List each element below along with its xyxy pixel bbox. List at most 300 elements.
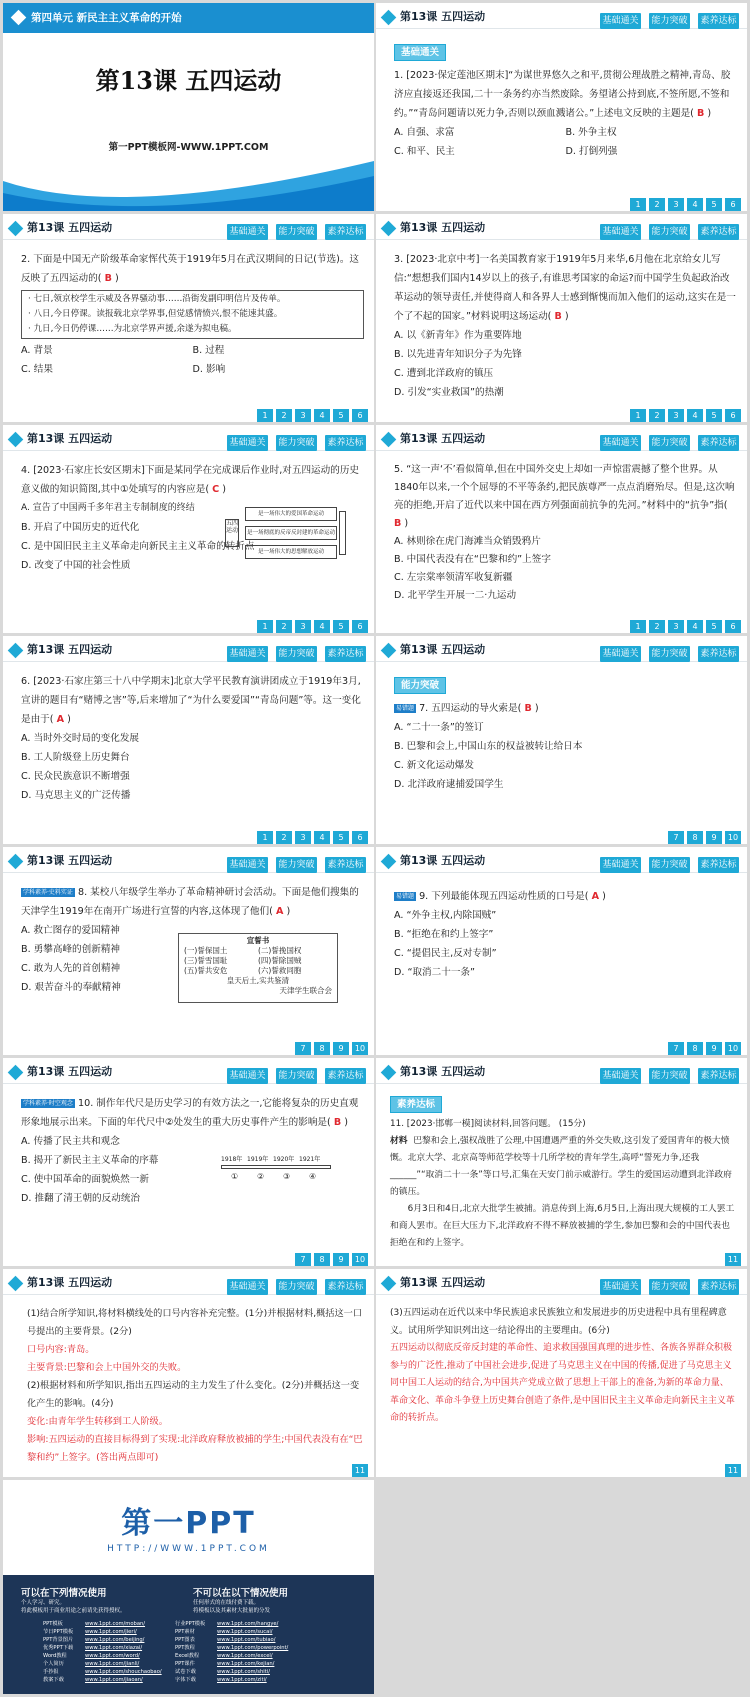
slide-header: [376, 1269, 747, 1295]
ad-link-label: 行业PPT模板: [175, 1621, 206, 1627]
page-link[interactable]: 5: [706, 409, 722, 422]
page-link[interactable]: 4: [314, 409, 330, 422]
tab-literacy[interactable]: 素养达标: [698, 435, 739, 451]
ad-link-label: Excel教程: [175, 1653, 200, 1659]
lesson-title: 第13课 五四运动: [400, 643, 486, 656]
page-link[interactable]: 6: [725, 198, 741, 211]
question-text: 1. [2023·保定莲池区期末]“为谋世界悠久之和平,贯彻公理战胜之精神,青岛、胶济应直接返还我国,二十一条务约亦当然废除。务望诸公持到底,不签所愿,不签和约。”“青岛问题请以死力争,否则以颈血溅诸公。”上述电文反映的主题是(: [394, 70, 731, 119]
page-link[interactable]: 2: [276, 620, 292, 633]
pager: [665, 1036, 741, 1053]
page-link[interactable]: 9: [333, 1253, 349, 1266]
page-link[interactable]: 1: [630, 620, 646, 633]
page-link[interactable]: 7: [668, 831, 684, 844]
section-label: 素养达标: [390, 1096, 442, 1113]
question-close: ): [286, 906, 291, 917]
ad-link-url[interactable]: www.1ppt.com/powerpoint/: [217, 1645, 289, 1651]
tab-basic[interactable]: 基础通关: [600, 435, 641, 451]
answer-text: 口号内容:青岛。: [27, 1344, 95, 1355]
section-label: 基础通关: [394, 44, 446, 61]
tab-ability[interactable]: 能力突破: [649, 435, 690, 451]
page-link[interactable]: 8: [314, 1042, 330, 1055]
tab-ability[interactable]: 能力突破: [276, 857, 317, 873]
pager: [627, 192, 741, 209]
oath-line: (六)誓救同胞: [258, 966, 302, 975]
option: B. 巴黎和会上,中国山东的权益被转让给日本: [394, 741, 583, 752]
question-text: 4. [2023·石家庄长安区期末]下面是某同学在完成课后作业时,对五四运动的历史意义做的知识简图,其中①处填写的内容应是(: [21, 465, 360, 495]
answer-text: 变化:由青年学生转移到工人阶级。: [27, 1416, 168, 1427]
ad-link-label: 教案下载: [43, 1677, 64, 1683]
answer-text: 主要背景:巴黎和会上中国外交的失败。: [27, 1362, 187, 1373]
tab-ability[interactable]: 能力突破: [649, 857, 690, 873]
ad-link-url[interactable]: www.1ppt.com/moban/: [85, 1621, 146, 1627]
ad-can-title: 可以在下列情况使用: [21, 1588, 107, 1599]
page-link[interactable]: 7: [668, 1042, 684, 1055]
material-label: 材料: [390, 1136, 408, 1146]
tab-ability[interactable]: 能力突破: [276, 224, 317, 240]
page-link[interactable]: 2: [276, 409, 292, 422]
option: C. 新文化运动爆发: [394, 760, 474, 771]
option: C. 是中国旧民主主义革命走向新民主主义革命的转折点: [21, 541, 255, 552]
ad-links-right: [175, 1620, 335, 1684]
tab-basic[interactable]: 基础通关: [227, 435, 268, 451]
question-close: ): [222, 484, 227, 495]
option: C. 使中国革命的面貌焕然一新: [21, 1174, 149, 1185]
tab-literacy[interactable]: 素养达标: [325, 1068, 366, 1084]
significance-diagram: [225, 507, 347, 559]
option: D. “取消二十一条”: [394, 967, 475, 978]
ad-link-row: [175, 1668, 335, 1676]
tab-ability[interactable]: 能力突破: [649, 224, 690, 240]
tab-ability[interactable]: 能力突破: [649, 1068, 690, 1084]
ad-link-label: 优秀PPT下载: [43, 1645, 74, 1651]
slide-header: [3, 1269, 374, 1295]
option: C. 结果: [21, 364, 53, 375]
tab-literacy[interactable]: 素养达标: [698, 646, 739, 662]
page-link[interactable]: 9: [706, 831, 722, 844]
tab-basic[interactable]: 基础通关: [227, 857, 268, 873]
question-close: ): [564, 311, 569, 322]
ad-link-url[interactable]: www.1ppt.com/sucai/: [217, 1629, 273, 1635]
question-text: 7. 五四运动的导火索是(: [419, 703, 522, 714]
diamond-icon: [8, 854, 24, 870]
ad-link-url[interactable]: www.1ppt.com/hangye/: [217, 1621, 279, 1627]
option: B. 中国代表没有在“巴黎和约”上签字: [394, 554, 551, 565]
slide-q3: [376, 214, 747, 422]
option: A. 以《新青年》作为重要阵地: [394, 330, 522, 341]
tab-ability[interactable]: 能力突破: [276, 435, 317, 451]
page-link[interactable]: 6: [725, 409, 741, 422]
page-link[interactable]: 8: [687, 831, 703, 844]
diamond-icon: [8, 221, 24, 237]
page-link[interactable]: 2: [276, 831, 292, 844]
oath-line: (三)誓雪国耻: [184, 956, 228, 965]
slide-q7: [376, 636, 747, 844]
slide-q11-answers-1: [3, 1269, 374, 1477]
ruler-mark: ①: [231, 1172, 239, 1181]
slide-q4: [3, 425, 374, 633]
slide-header: [376, 214, 747, 240]
diamond-icon: [381, 643, 397, 659]
answer: B: [394, 518, 402, 529]
page-link[interactable]: 2: [649, 620, 665, 633]
oath-box: [178, 933, 338, 1003]
tab-literacy[interactable]: 素养达标: [325, 646, 366, 662]
slide-q5: [376, 425, 747, 633]
diagram-item: 是一场伟大的爱国革命运动: [245, 507, 337, 521]
tab-ability[interactable]: 能力突破: [276, 1279, 317, 1295]
page-link[interactable]: 3: [668, 409, 684, 422]
option: C. 遭到北洋政府的镇压: [394, 368, 494, 379]
ad-links-left: [43, 1620, 193, 1684]
ad-link-url[interactable]: www.1ppt.com/jieri/: [85, 1629, 137, 1635]
ad-link-label: 试卷下载: [175, 1669, 196, 1675]
option: A. 救亡图存的爱国精神: [21, 925, 120, 936]
ad-cannot-item: 将模板以及其素材大批量的分发: [193, 1608, 271, 1614]
diamond-icon: [381, 854, 397, 870]
tag-badge: 学科素养·史料实证: [23, 888, 73, 896]
option: C. 和平、民主: [394, 146, 455, 157]
ad-link-url[interactable]: www.1ppt.com/shiti/: [217, 1669, 270, 1675]
ruler-mark: ②: [257, 1172, 265, 1181]
section-label: 能力突破: [394, 677, 446, 694]
answer: B: [104, 273, 112, 284]
option: C. 左宗棠率领清军收复新疆: [394, 572, 513, 583]
page-link[interactable]: 7: [295, 1042, 311, 1055]
ad-link-url[interactable]: www.1ppt.com/kejian/: [217, 1661, 275, 1667]
page-link[interactable]: 2: [649, 198, 665, 211]
question-text: 9. 下列最能体现五四运动性质的口号是(: [419, 891, 589, 902]
option: B. 勇攀高峰的创新精神: [21, 944, 121, 955]
diamond-icon: [8, 643, 24, 659]
diamond-icon: [381, 432, 397, 448]
sub-question: (2)根据材料和所学知识,指出五四运动的主力发生了什么变化。(2分)并概括这一变化产生的影响。(4分): [27, 1380, 360, 1409]
oath-line: (五)誓共安危: [184, 966, 228, 975]
page-link[interactable]: 3: [668, 620, 684, 633]
option: D. 影响: [192, 364, 226, 375]
diagram-item: 是一场彻底的反帝反封建的革命运动: [245, 526, 337, 540]
page-link[interactable]: 1: [630, 409, 646, 422]
page-link[interactable]: 5: [706, 620, 722, 633]
question-close: ): [534, 703, 539, 714]
lesson-title: 第13课 五四运动: [27, 854, 113, 867]
page-link[interactable]: 6: [352, 409, 368, 422]
question-text: 3. [2023·北京中考]一名美国教育家于1919年5月来华,6月他在北京给女儿写信:“想想我们国内14岁以上的孩子,有谁思考国家的命运?而中国学生负起政治改革运动的领导责任,并使得商人和各界人士感到惭愧而加入他们的运动,这实在是一个了不起的国家。”材料说明这场运动(: [394, 254, 736, 322]
diagram-bracket: [339, 511, 346, 555]
slide-header: [376, 847, 747, 873]
option: B. 过程: [192, 345, 225, 356]
lesson-title: 第13课 五四运动: [400, 10, 486, 23]
ad-link-row: [175, 1676, 335, 1684]
option: D. 北洋政府逮捕爱国学生: [394, 779, 504, 790]
pager: [665, 825, 741, 842]
page-link[interactable]: 11: [725, 1464, 741, 1477]
page-link[interactable]: 4: [687, 620, 703, 633]
cover-slide: [3, 3, 374, 211]
question-text: 11. [2023·邯郸一模]阅读材料,回答问题。 (15分): [390, 1119, 586, 1129]
cover-unit-label: 第四单元 新民主主义革命的开始: [31, 12, 182, 24]
ad-link-label: PPT模板: [43, 1621, 63, 1627]
ad-link-row: [175, 1628, 335, 1636]
page-link[interactable]: 10: [725, 831, 741, 844]
tab-basic[interactable]: 基础通关: [600, 646, 641, 662]
ruler-mark: ④: [309, 1172, 317, 1181]
ad-top: [3, 1480, 374, 1575]
pager: [627, 403, 741, 420]
ad-link-label: PPT背景图片: [43, 1637, 74, 1643]
slide-q11-answers-2: [376, 1269, 747, 1477]
question-close: ): [602, 891, 606, 902]
ad-link-url[interactable]: www.1ppt.com/beijing/: [85, 1637, 145, 1643]
slide-header: [3, 214, 374, 240]
ad-link-label: 节日PPT模板: [43, 1629, 74, 1635]
page-link[interactable]: 10: [725, 1042, 741, 1055]
ad-link-row: [175, 1644, 335, 1652]
option: A. “二十一条”的签订: [394, 722, 484, 733]
tab-basic[interactable]: 基础通关: [600, 13, 641, 29]
ad-link-row: [43, 1668, 193, 1676]
diamond-icon: [8, 1065, 24, 1081]
slide-header: [376, 1058, 747, 1084]
option: A. 宣告了中国两千多年君主专制制度的终结: [21, 503, 195, 513]
page-link[interactable]: 11: [352, 1464, 368, 1477]
page-link[interactable]: 5: [333, 409, 349, 422]
tab-literacy[interactable]: 素养达标: [325, 435, 366, 451]
ad-logo: 第一PPT: [121, 1506, 256, 1541]
option: D. 打倒列强: [565, 146, 618, 157]
option: D. 改变了中国的社会性质: [21, 560, 131, 571]
page-link[interactable]: 5: [333, 831, 349, 844]
lesson-title: 第13课 五四运动: [27, 1276, 113, 1289]
material-paragraph: 巴黎和会上,强权战胜了公理,中国遭遇严重的外交失败,这引发了爱国青年的极大愤慨。北京大学、北京高等师范学校等十几所学校的青年学生,高呼“誓死力争,还我______”“取消二十一条”等口号,汇集在天安门前示威游行。学生的爱国运动遭到北洋政府的镇压。: [390, 1136, 732, 1197]
tab-literacy[interactable]: 素养达标: [698, 13, 739, 29]
question-close: ): [707, 108, 712, 119]
option: D. 艰苦奋斗的奉献精神: [21, 982, 121, 993]
diamond-icon: [381, 1276, 397, 1292]
ad-link-row: [175, 1636, 335, 1644]
ad-link-row: [175, 1620, 335, 1628]
ad-cannot-item: 任何形式的在线付费下载。: [193, 1600, 260, 1606]
answer: B: [696, 108, 705, 119]
tab-basic[interactable]: 基础通关: [600, 1068, 641, 1084]
page-link[interactable]: 9: [333, 1042, 349, 1055]
page-link[interactable]: 3: [295, 409, 311, 422]
slide-header: [3, 847, 374, 873]
tab-basic[interactable]: 基础通关: [600, 857, 641, 873]
page-link[interactable]: 8: [314, 1253, 330, 1266]
option: A. 传播了民主共和观念: [21, 1136, 120, 1147]
ad-link-row: [43, 1676, 193, 1684]
tab-literacy[interactable]: 素养达标: [325, 1279, 366, 1295]
oath-tail: 皇天后土,实共鉴清: [226, 976, 290, 985]
lesson-title: 第13课 五四运动: [400, 221, 486, 234]
page-link[interactable]: 3: [668, 198, 684, 211]
tab-basic[interactable]: 基础通关: [600, 1279, 641, 1295]
ad-link-row: [175, 1652, 335, 1660]
lesson-title: 第13课 五四运动: [27, 221, 113, 234]
tab-basic[interactable]: 基础通关: [600, 224, 641, 240]
page-link[interactable]: 1: [630, 198, 646, 211]
cover-title: 第13课 五四运动: [95, 66, 282, 95]
slide-q2: [3, 214, 374, 422]
tab-literacy[interactable]: 素养达标: [698, 857, 739, 873]
ad-link-row: [43, 1628, 193, 1636]
tab-ability[interactable]: 能力突破: [276, 646, 317, 662]
option: B. 开启了中国历史的近代化: [21, 522, 140, 533]
slide-header: [3, 425, 374, 451]
pager: [254, 614, 368, 631]
slide-header: [376, 636, 747, 662]
diamond-icon: [381, 1065, 397, 1081]
oath-line: (四)誓除国贼: [258, 956, 302, 965]
ad-link-row: [43, 1636, 193, 1644]
tab-basic[interactable]: 基础通关: [227, 646, 268, 662]
page-link[interactable]: 10: [352, 1253, 368, 1266]
tab-ability[interactable]: 能力突破: [649, 646, 690, 662]
ad-link-row: [175, 1660, 335, 1668]
pager: [292, 1036, 368, 1053]
tab-basic[interactable]: 基础通关: [227, 224, 268, 240]
ad-link-url[interactable]: www.1ppt.com/word/: [85, 1653, 140, 1659]
ad-link-label: PPT教程: [175, 1645, 195, 1651]
tab-literacy[interactable]: 素养达标: [698, 224, 739, 240]
slide-q11-material: [376, 1058, 747, 1266]
slide-header: [376, 3, 747, 29]
page-link[interactable]: 5: [333, 620, 349, 633]
lesson-title: 第13课 五四运动: [400, 1065, 486, 1078]
ad-cannot-title: 不可以在以下情况使用: [193, 1588, 289, 1599]
page-link[interactable]: 10: [352, 1042, 368, 1055]
page-link[interactable]: 5: [706, 198, 722, 211]
ad-link-row: [43, 1652, 193, 1660]
page-link[interactable]: 11: [725, 1253, 741, 1266]
tab-literacy[interactable]: 素养达标: [325, 224, 366, 240]
ad-link-url[interactable]: www.1ppt.com/tubiao/: [217, 1637, 276, 1643]
page-link[interactable]: 8: [687, 1042, 703, 1055]
page-link[interactable]: 1: [257, 409, 273, 422]
lesson-title: 第13课 五四运动: [27, 432, 113, 445]
year-label: 1918年: [221, 1156, 243, 1163]
option: B. 揭开了新民主主义革命的序幕: [21, 1155, 159, 1166]
tag-badge: 易错题: [396, 892, 415, 900]
ad-link-url[interactable]: www.1ppt.com/jiaoan/: [85, 1677, 143, 1683]
oath-sign: 天津学生联合会: [279, 986, 332, 995]
slide-q6: [3, 636, 374, 844]
question-text: 6. [2023·石家庄第三十八中学期末]北京大学平民教育演讲团成立于1919年3月,宣讲的题目有“赌博之害”等,后来增加了“为什么要爱国”“青岛问题”等。这一变化是由于(: [21, 676, 361, 725]
ad-link-url[interactable]: www.1ppt.com/shouchaobao/: [85, 1669, 162, 1675]
ad-url: HTTP://WWW.1PPT.COM: [107, 1544, 270, 1554]
ad-link-label: PPT课件: [175, 1661, 195, 1667]
ad-link-url[interactable]: www.1ppt.com/excel/: [217, 1653, 273, 1659]
year-ruler: [221, 1154, 333, 1188]
cover-site: 第一PPT模板网-WWW.1PPT.COM: [108, 142, 269, 153]
page-link[interactable]: 6: [352, 620, 368, 633]
page-link[interactable]: 6: [725, 620, 741, 633]
pager: [627, 614, 741, 631]
sub-question: (3)五四运动在近代以来中华民族追求民族独立和发展进步的历史进程中具有里程碑意义。试用所学知识列出这一结论得出的主要理由。(6分): [390, 1308, 727, 1336]
ad-link-label: Word教程: [43, 1653, 67, 1659]
page-link[interactable]: 1: [257, 831, 273, 844]
ad-link-label: 个人简历: [43, 1661, 64, 1667]
tab-ability[interactable]: 能力突破: [276, 1068, 317, 1084]
tab-literacy[interactable]: 素养达标: [698, 1279, 739, 1295]
diamond-icon: [8, 1276, 24, 1292]
page-link[interactable]: 4: [314, 620, 330, 633]
question-text: 8. 某校八年级学生举办了革命精神研讨会活动。下面是他们搜集的天津学生1919年在南开广场进行宣誓的内容,这体现了他们(: [21, 887, 359, 917]
question-text: 2. 下面是中国无产阶级革命家恽代英于1919年5月在武汉期间的日记(节选)。这反映了五四运动的(: [21, 254, 360, 284]
page-link[interactable]: 3: [295, 620, 311, 633]
lesson-title: 第13课 五四运动: [27, 1065, 113, 1078]
ad-link-url[interactable]: www.1ppt.com/ziti/: [217, 1677, 267, 1683]
diamond-icon: [381, 221, 397, 237]
page-link[interactable]: 4: [314, 831, 330, 844]
ruler-bar: [221, 1165, 331, 1169]
ad-panel: [3, 1575, 374, 1694]
answer: A: [56, 714, 65, 725]
year-label: 1921年: [299, 1156, 321, 1163]
page-link[interactable]: 6: [352, 831, 368, 844]
diamond-icon: [8, 432, 24, 448]
year-label: 1919年: [247, 1156, 269, 1163]
diary-line: · 七日,领京校学生示威及各界骚动事……沿街发副印明信片及传单。: [28, 294, 286, 304]
tab-ability[interactable]: 能力突破: [649, 13, 690, 29]
question-close: ): [114, 273, 119, 284]
page-link[interactable]: 3: [295, 831, 311, 844]
ad-can-item: 个人学习、研究。: [21, 1600, 66, 1606]
tab-literacy[interactable]: 素养达标: [325, 857, 366, 873]
page-link[interactable]: 2: [649, 409, 665, 422]
diary-line: · 九日,今日仍停课……为北京学界声援,余遂为拟电稿。: [28, 324, 237, 334]
tab-basic[interactable]: 基础通关: [227, 1068, 268, 1084]
oath-line: (一)誓保国土: [184, 946, 228, 955]
ad-link-row: [43, 1660, 193, 1668]
pager: [254, 403, 368, 420]
tab-literacy[interactable]: 素养达标: [698, 1068, 739, 1084]
cover-wave: [3, 141, 374, 211]
diamond-icon: [381, 10, 397, 26]
oath-line: (二)誓挽国权: [258, 946, 302, 955]
option: B. 以先进青年知识分子为先锋: [394, 349, 522, 360]
pager: [722, 1458, 741, 1475]
pager: [349, 1458, 368, 1475]
option: D. 北平学生开展一二·九运动: [394, 590, 517, 601]
page-link[interactable]: 4: [687, 409, 703, 422]
slide-header: [3, 1058, 374, 1084]
option: C. 敢为人先的首创精神: [21, 963, 121, 974]
question-text: 10. 制作年代尺是历史学习的有效方法之一,它能将复杂的历史直观形象地展示出来。下面的年代尺中②处发生的重大历史事件产生的影响是(: [21, 1098, 359, 1128]
option: A. 当时外交时局的变化发展: [21, 733, 140, 744]
ad-link-url[interactable]: www.1ppt.com/jianli/: [85, 1661, 140, 1667]
page-link[interactable]: 9: [706, 1042, 722, 1055]
ad-link-row: [43, 1620, 193, 1628]
ad-slide: [3, 1480, 374, 1694]
page-link[interactable]: 7: [295, 1253, 311, 1266]
ad-link-label: PPT素材: [175, 1629, 195, 1635]
lesson-title: 第13课 五四运动: [27, 643, 113, 656]
question-close: ): [67, 714, 71, 725]
slide-header: [376, 425, 747, 451]
page-link[interactable]: 4: [687, 198, 703, 211]
answer: B: [554, 311, 562, 322]
diary-line: · 八日,今日停课。读报载北京学界事,但觉感情愤兴,恨不能速其盛。: [28, 309, 283, 319]
pager: [292, 1247, 368, 1264]
option: C. “提倡民主,反对专制”: [394, 948, 497, 959]
tab-basic[interactable]: 基础通关: [227, 1279, 268, 1295]
page-link[interactable]: 1: [257, 620, 273, 633]
answer-text: 影响:五四运动的直接目标得到了实现:北洋政府释放被捕的学生;中国代表没有在“巴黎和约”上签字。(答出两点即可): [27, 1434, 363, 1463]
ad-link-url[interactable]: www.1ppt.com/xiazai/: [85, 1645, 143, 1651]
slide-q1: [376, 3, 747, 211]
tab-ability[interactable]: 能力突破: [649, 1279, 690, 1295]
